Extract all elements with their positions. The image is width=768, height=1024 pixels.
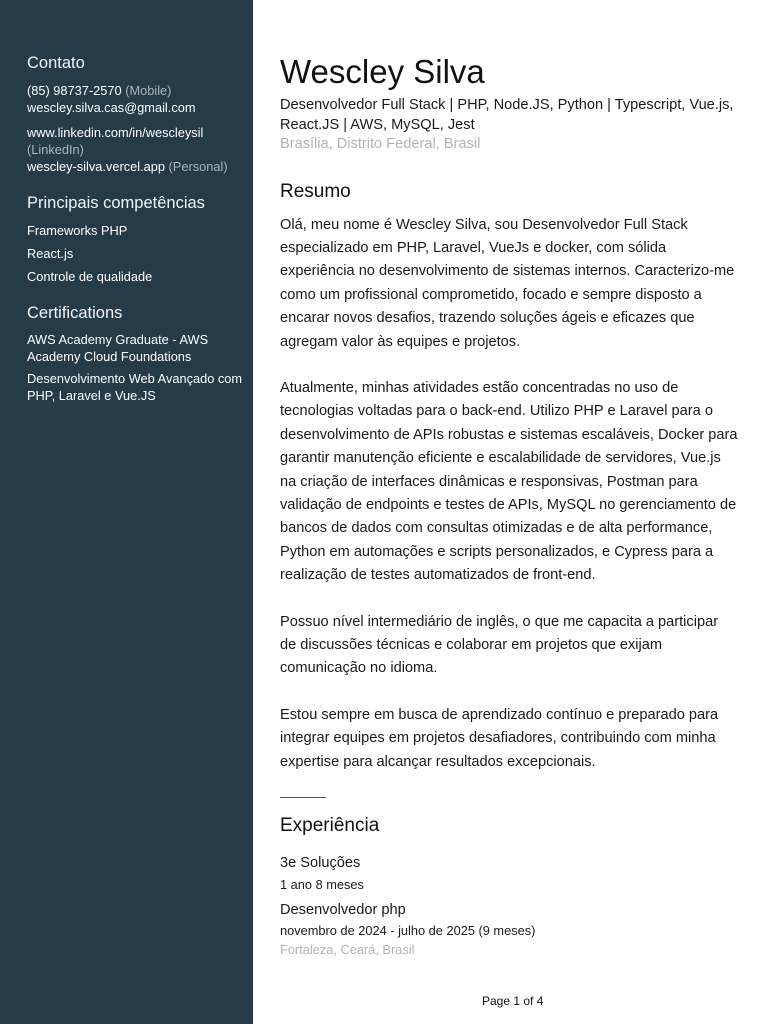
email-link[interactable]: wescley.silva.cas@gmail.com (27, 100, 196, 115)
skill-item: Controle de qualidade (27, 269, 153, 284)
page-number: Page 1 of 4 (482, 994, 544, 1008)
contact-heading: Contato (27, 54, 85, 72)
phone-type: (Mobile) (125, 83, 172, 98)
linkedin-type: (LinkedIn) (27, 142, 84, 157)
experience-title: Experiência (280, 815, 380, 837)
contact-basic (27, 82, 243, 116)
certifications-section (27, 303, 243, 404)
contact-links (27, 124, 243, 175)
skills-heading: Principais competências (27, 194, 205, 212)
summary-title: Resumo (280, 180, 351, 202)
summary-paragraph: Olá, meu nome é Wescley Silva, sou Desenvolvedor Full Stack especializado em PHP, Laravel, VueJs e docker, com sólida experiência no desenvolvimento de sistemas internos. Caracterizo-me como um profissional comprometido, focado e sempre disposto a encarar novos desafios, trazendo soluções ágeis e eficazes que agregam valor às equipes e projetos. (280, 216, 735, 350)
summary-paragraph: Estou sempre em busca de aprendizado contínuo e preparado para integrar equipes em projetos desafiadores, contribuindo com minha expertise para alcançar resultados excepcionais. (280, 706, 719, 770)
linkedin-link[interactable]: www.linkedin.com/in/wescleysil (27, 125, 204, 140)
website-link[interactable]: wescley-silva.vercel.app (27, 159, 165, 174)
section-divider (280, 797, 326, 798)
certification-item: Desenvolvimento Web Avançado com PHP, Laravel e Vue.JS (27, 371, 243, 403)
profile-name: Wescley Silva (280, 53, 485, 90)
certification-item: AWS Academy Graduate - AWS Academy Cloud Foundations (27, 332, 209, 364)
skills-section (27, 193, 243, 285)
job-dates: novembro de 2024 - julho de 2025 (9 meses) (280, 923, 536, 939)
job-role: Desenvolvedor php (280, 902, 406, 919)
company-duration: 1 ano 8 meses (280, 877, 364, 893)
profile-headline: Desenvolvedor Full Stack | PHP, Node.JS, Python | Typescript, Vue.js, React.JS | AWS, MySQL, Jest (280, 97, 734, 133)
company-name: 3e Soluções (280, 855, 361, 872)
skill-item: React.js (27, 246, 74, 261)
summary-section (280, 180, 738, 775)
phone-number[interactable]: (85) 98737-2570 (27, 83, 122, 98)
summary-paragraph: Atualmente, minhas atividades estão concentradas no uso de tecnologias voltadas para o back-end. Utilizo PHP e Laravel para o desenvolvimento de APIs robustas e sistemas escaláveis, Docker para garantir manutenção eficiente e escalabilidade de servidores, Vue.js na criação de interfaces dinâmicas e responsivas, Postman para validação de endpoints e testes de APIs, MySQL no gerenciamento de bancos de dados com consultas otimizadas e de alta performance, Python em automações e scripts personalizados, e Cypress para a realização de testes automatizados de front-end. (280, 379, 738, 584)
website-line (27, 158, 243, 175)
certifications-heading: Certifications (27, 304, 123, 322)
profile-location: Brasília, Distrito Federal, Brasil (280, 136, 481, 152)
contact-section (27, 53, 243, 175)
sidebar (0, 0, 253, 1024)
website-type: (Personal) (168, 159, 228, 174)
experience-section (280, 814, 738, 958)
skill-item: Frameworks PHP (27, 223, 128, 238)
phone-line (27, 82, 243, 99)
summary-paragraph: Possuo nível intermediário de inglês, o que me capacita a participar de discussões técnicas e colaborar em projetos que exijam comunicação no idioma. (280, 613, 719, 677)
job-location: Fortaleza, Ceará, Brasil (280, 942, 415, 958)
main-content (280, 52, 738, 958)
